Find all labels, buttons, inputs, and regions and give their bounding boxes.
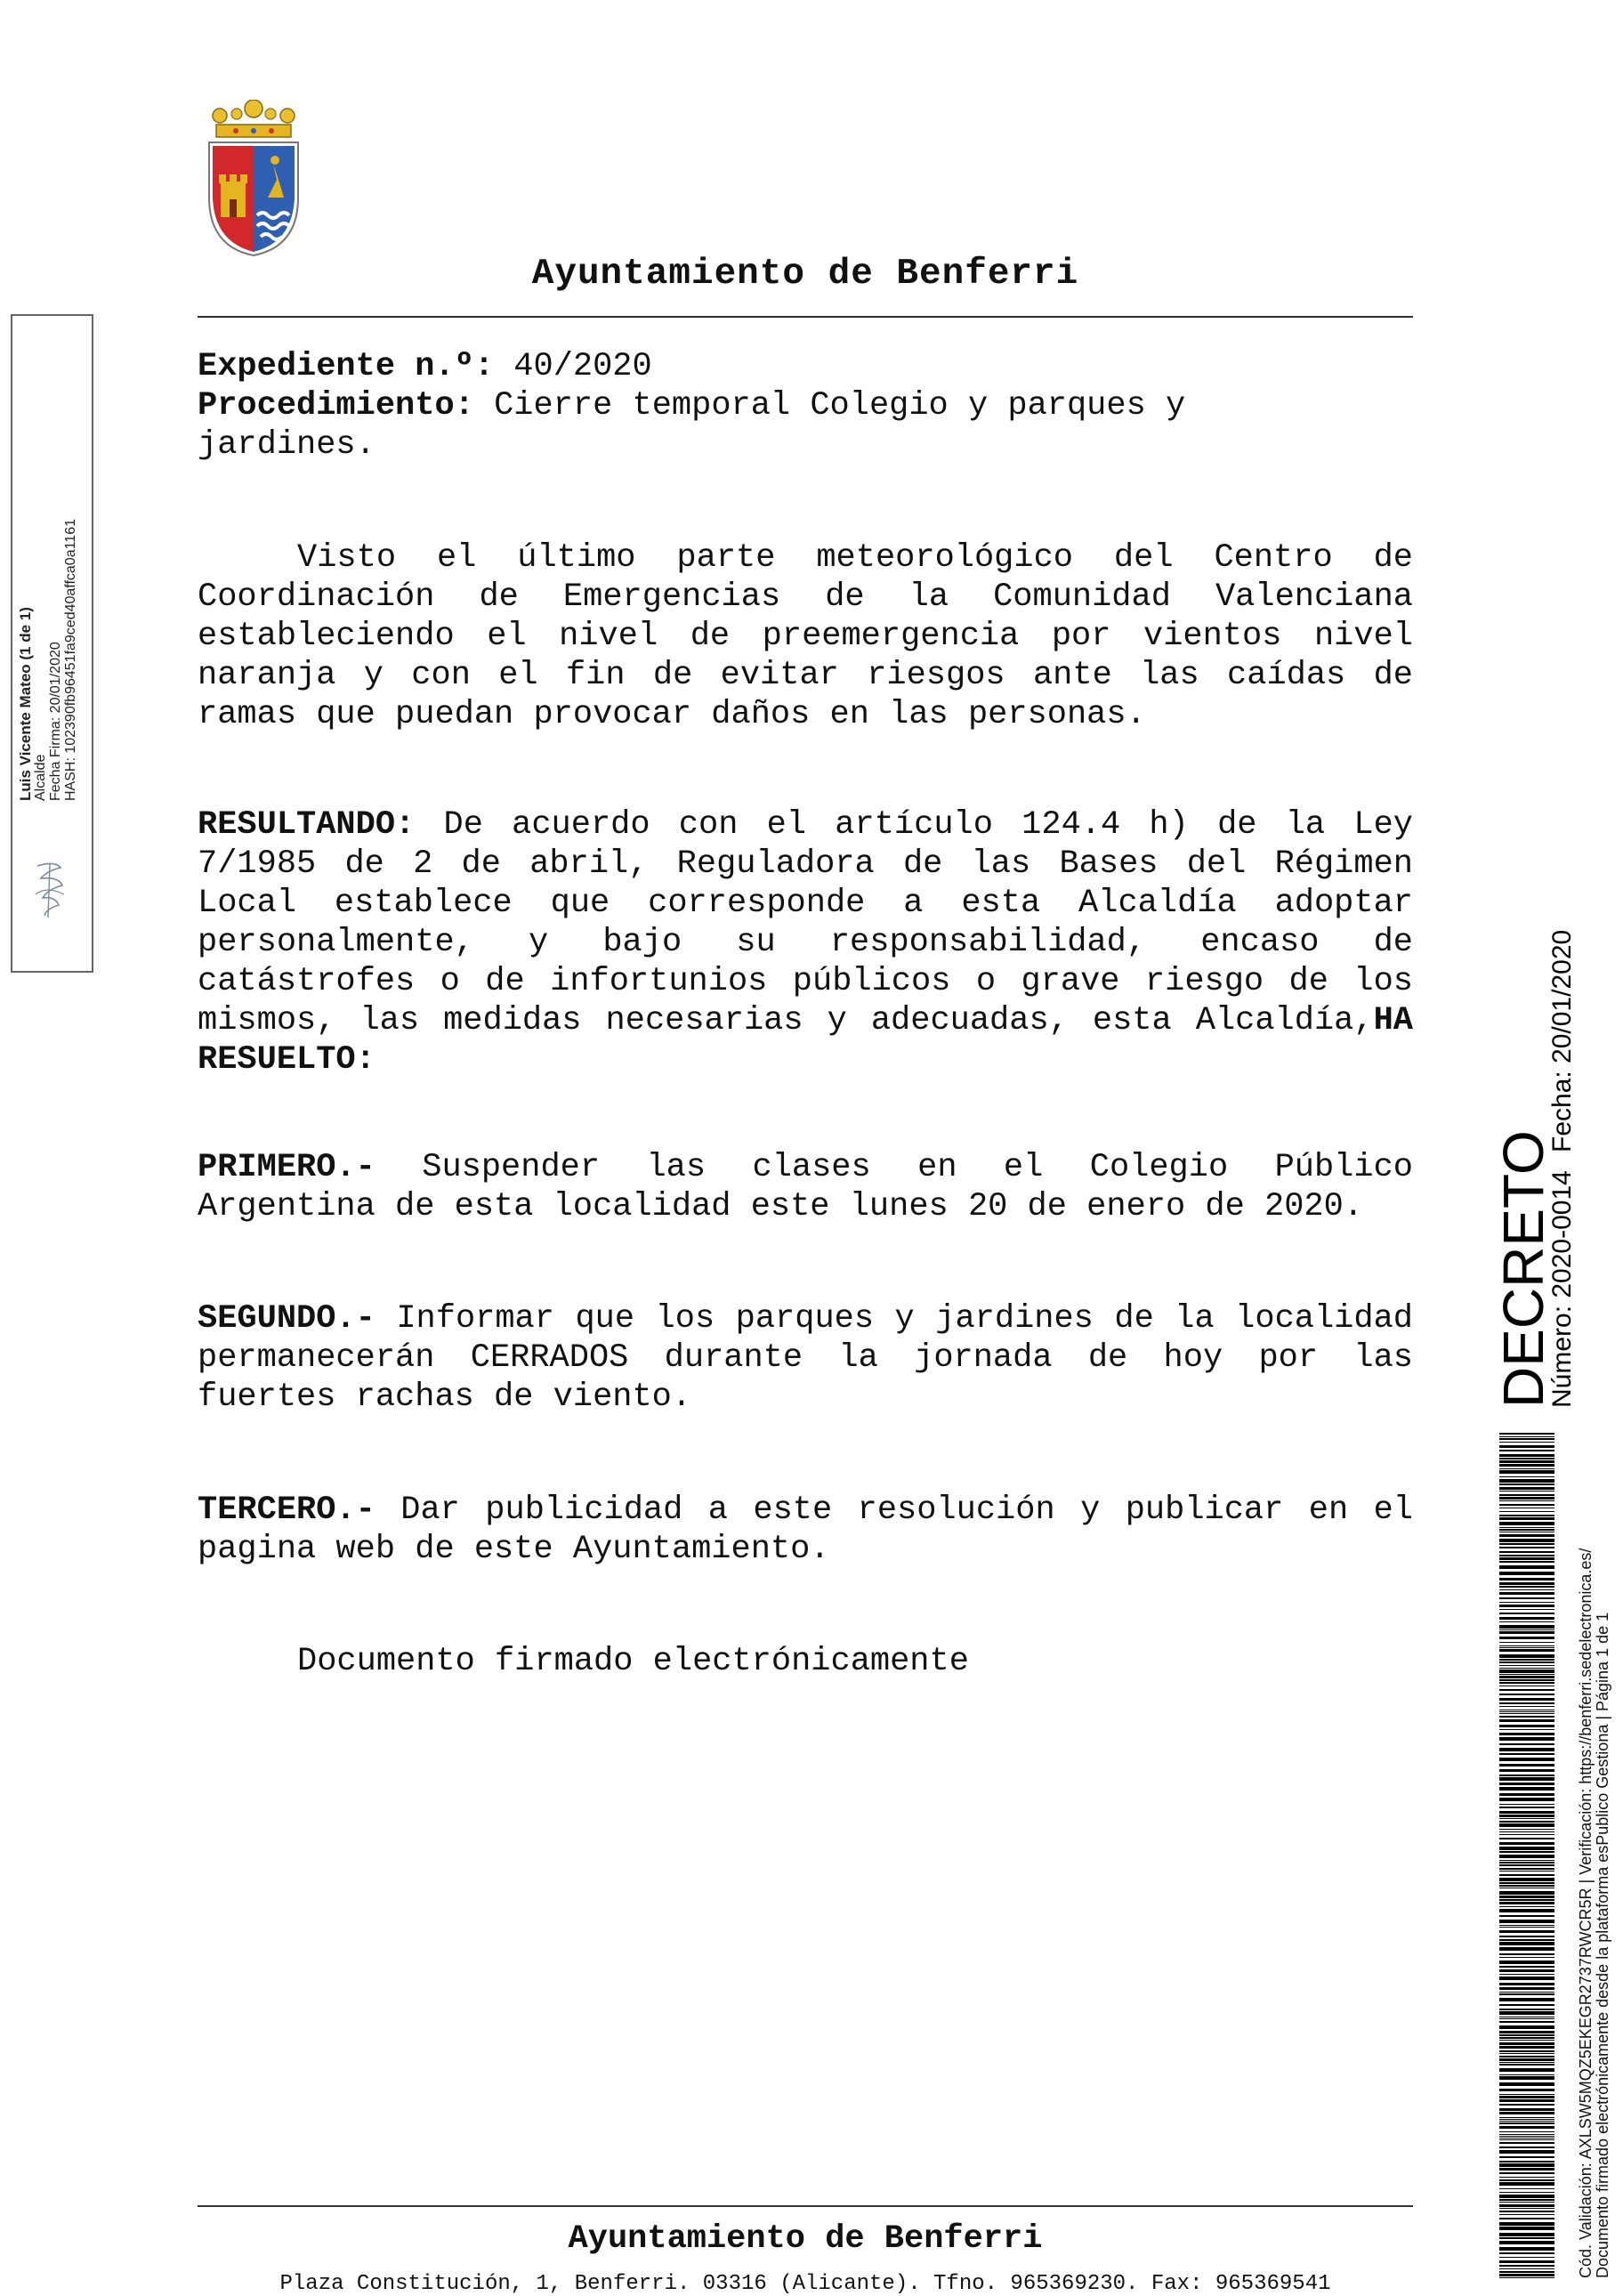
barcode-bar	[1499, 1711, 1554, 1712]
barcode-bar	[1499, 2096, 1554, 2098]
barcode-bar	[1499, 2237, 1554, 2239]
barcode-bar	[1499, 1661, 1554, 1663]
barcode-bar	[1499, 1647, 1554, 1648]
barcode-bar	[1499, 1974, 1554, 1975]
barcode-bar	[1499, 1555, 1554, 1556]
barcode-bar	[1499, 1748, 1554, 1751]
primero-text: Suspender las clases en el Colegio Público Argentina de esta localidad este lunes 20 de enero de 2020.	[198, 1149, 1413, 1225]
barcode-bar	[1499, 1582, 1554, 1585]
barcode-bar	[1499, 2068, 1554, 2072]
barcode-bar	[1499, 2031, 1554, 2033]
barcode-bar	[1499, 2195, 1554, 2198]
barcode-bar	[1499, 1868, 1554, 1870]
barcode-bar	[1499, 1729, 1554, 1730]
signature-hash: HASH: 102390fb96451fa9ced40affca0a1161	[63, 518, 78, 801]
signer-name: Luis Vicente Mateo (1 de 1)	[17, 607, 34, 801]
barcode-bar	[1499, 1621, 1554, 1622]
barcode-bar	[1499, 1665, 1554, 1666]
footer-title: Ayuntamiento de Benferri	[568, 2220, 1043, 2258]
barcode-bar	[1499, 2134, 1554, 2135]
barcode-bar	[1499, 1818, 1554, 1819]
barcode-bar	[1499, 2009, 1554, 2010]
barcode-bar	[1499, 1631, 1554, 1634]
barcode-bar	[1499, 1874, 1554, 1876]
barcode-bar	[1499, 1713, 1554, 1714]
barcode-bar	[1499, 1775, 1554, 1776]
barcode-bar	[1499, 1454, 1554, 1457]
barcode-bar	[1499, 2126, 1554, 2129]
barcode-bar	[1499, 2053, 1554, 2054]
barcode-bar	[1499, 1572, 1554, 1575]
barcode-bar	[1499, 1689, 1554, 1691]
barcode-bar	[1499, 2172, 1554, 2174]
barcode-bar	[1499, 1517, 1554, 1520]
barcode-bar	[1499, 1891, 1554, 1895]
barcode-bar	[1499, 2056, 1554, 2058]
barcode-bar	[1499, 2042, 1554, 2045]
barcode-bar	[1499, 1998, 1554, 2001]
barcode-bar	[1499, 2156, 1554, 2158]
barcode-bar	[1499, 1992, 1554, 1993]
barcode-bar	[1499, 1977, 1554, 1980]
barcode-bar	[1499, 1551, 1554, 1553]
barcode-bar	[1499, 2037, 1554, 2039]
barcode-bar	[1499, 1515, 1554, 1516]
barcode-bar	[1499, 1920, 1554, 1923]
barcode-bar	[1499, 1847, 1554, 1850]
barcode-bar	[1499, 1698, 1554, 1701]
barcode-bar	[1499, 1793, 1554, 1796]
barcode-bar	[1499, 2265, 1554, 2267]
barcode-bar	[1499, 2227, 1554, 2230]
barcode-bar	[1499, 1915, 1554, 1917]
barcode-bar	[1499, 2168, 1554, 2171]
barcode-bar	[1499, 2222, 1554, 2226]
barcode-bar	[1499, 1987, 1554, 1990]
barcode-bar	[1499, 1491, 1554, 1492]
barcode-bar	[1499, 1966, 1554, 1968]
barcode-bar	[1499, 2257, 1554, 2258]
barcode-bar	[1499, 2204, 1554, 2207]
barcode-bar	[1499, 1565, 1554, 1569]
barcode-bar	[1499, 2252, 1554, 2254]
barcode-bar	[1499, 1851, 1554, 1853]
barcode-bar	[1499, 2218, 1554, 2219]
barcode-bar	[1499, 1470, 1554, 1474]
barcode-bar	[1499, 1442, 1554, 1443]
barcode-bar	[1499, 1511, 1554, 1512]
barcode-bar	[1499, 1864, 1554, 1866]
barcode-bar	[1499, 1878, 1554, 1881]
barcode-bar	[1499, 2046, 1554, 2049]
barcode-bar	[1499, 1669, 1554, 1673]
barcode-bar	[1499, 1484, 1554, 1485]
decreto-label: DECRETO	[1491, 1130, 1555, 1408]
decreto-date: Fecha: 20/01/2020	[1547, 929, 1577, 1152]
barcode-bar	[1499, 1821, 1554, 1823]
barcode-bar	[1499, 1902, 1554, 1904]
header-divider	[198, 316, 1413, 318]
electronic-signature-note: Documento firmado electrónicamente	[297, 1643, 969, 1680]
barcode-bar	[1499, 2208, 1554, 2209]
platform-note: Documento firmado electrónicamente desde la plataforma esPublico Gestiona | Página 1 de 1	[1594, 1612, 1611, 2278]
barcode-bar	[1499, 2121, 1554, 2122]
barcode-bar	[1499, 2094, 1554, 2095]
barcode-bar	[1499, 1458, 1554, 1459]
barcode-bar	[1499, 1838, 1554, 1839]
barcode-bar	[1499, 2179, 1554, 2181]
barcode-bar	[1499, 1925, 1554, 1926]
barcode-bar	[1499, 2241, 1554, 2244]
barcode-bar	[1499, 1769, 1554, 1772]
barcode-bar	[1499, 1957, 1554, 1958]
barcode-bar	[1499, 1679, 1554, 1681]
barcode-bar	[1499, 1674, 1554, 1675]
barcode-bar	[1499, 1438, 1554, 1440]
barcode-bar	[1499, 1694, 1554, 1695]
barcode-bar	[1499, 1804, 1554, 1805]
barcode-bar	[1499, 2050, 1554, 2052]
crown-icon	[213, 100, 295, 137]
barcode-bar	[1499, 1543, 1554, 1545]
paragraph-primero	[198, 1148, 1413, 1226]
barcode-bar	[1499, 2260, 1554, 2263]
barcode-bar	[1499, 1939, 1554, 1941]
barcode-bar	[1499, 1676, 1554, 1678]
footer-divider	[198, 2205, 1413, 2207]
barcode-bar	[1499, 2214, 1554, 2215]
barcode-bar	[1499, 1500, 1554, 1501]
barcode-bar	[1499, 2062, 1554, 2063]
barcode-bar	[1499, 1450, 1554, 1451]
barcode-bar	[1499, 1764, 1554, 1766]
barcode-bar	[1499, 1668, 1554, 1669]
tercero-text: Dar publicidad a este resolución y publicar en el pagina web de este Ayuntamiento.	[198, 1492, 1413, 1568]
barcode-bar	[1499, 1468, 1554, 1469]
segundo-label: SEGUNDO.-	[198, 1300, 375, 1338]
paragraph-resultando	[198, 805, 1413, 1079]
barcode-bar	[1499, 1682, 1554, 1684]
barcode-bar	[1499, 1597, 1554, 1599]
primero-label: PRIMERO.-	[198, 1149, 375, 1186]
barcode-bar	[1499, 2142, 1554, 2144]
barcode-bar	[1499, 2058, 1554, 2061]
barcode-bar	[1499, 1737, 1554, 1741]
barcode-bar	[1499, 2018, 1554, 2019]
barcode-bar	[1499, 1860, 1554, 1861]
header-title: Ayuntamiento de Benferri	[531, 254, 1079, 295]
barcode-bar	[1499, 1906, 1554, 1907]
barcode-bar	[1499, 2163, 1554, 2167]
expediente-value: 40/2020	[494, 348, 652, 385]
barcode-bar	[1499, 1642, 1554, 1643]
barcode-bar	[1499, 2004, 1554, 2006]
signature-date: Fecha Firma: 20/01/2020	[48, 642, 63, 801]
barcode-bar	[1499, 1831, 1554, 1832]
barcode-bar	[1499, 1899, 1554, 1901]
barcode-bar	[1499, 1930, 1554, 1933]
barcode-bar	[1499, 1787, 1554, 1791]
barcode-bar	[1499, 1534, 1554, 1537]
barcode-bar	[1499, 1654, 1554, 1658]
barcode-bar	[1499, 1815, 1554, 1817]
barcode-bar	[1499, 2034, 1554, 2036]
barcode-bar	[1499, 1629, 1554, 1630]
signature-details	[18, 519, 78, 801]
barcode-bar	[1499, 1862, 1554, 1863]
barcode-bar	[1499, 1659, 1554, 1661]
barcode-bar	[1499, 2161, 1554, 2163]
barcode-bar	[1499, 1605, 1554, 1607]
barcode-bar	[1499, 1807, 1554, 1808]
barcode-bar	[1499, 2211, 1554, 2212]
procedimiento-value: Cierre temporal Colegio y parques y jardines.	[198, 387, 1186, 464]
barcode-bar	[1499, 1460, 1554, 1463]
barcode-bar	[1499, 1960, 1554, 1964]
barcode-bar	[1499, 1871, 1554, 1872]
barcode-bar	[1499, 1464, 1554, 1467]
barcode-bar	[1499, 1719, 1554, 1722]
barcode-bar	[1499, 1602, 1554, 1603]
resuelto-label: HA RESUELTO:	[198, 1002, 1413, 1079]
barcode-bar	[1499, 1909, 1554, 1912]
barcode-bar	[1499, 1953, 1554, 1955]
coat-of-arms-icon	[191, 100, 316, 260]
barcode-bar	[1499, 1645, 1554, 1646]
barcode-bar	[1499, 2122, 1554, 2124]
expediente-block	[198, 347, 1413, 465]
barcode-bar	[1499, 2011, 1554, 2015]
barcode-bar	[1499, 2082, 1554, 2086]
barcode-bar	[1499, 2150, 1554, 2154]
barcode-bar	[1499, 2202, 1554, 2203]
barcode-bar	[1499, 1725, 1554, 1727]
barcode-bar	[1499, 1522, 1554, 1525]
procedimiento-line: Procedimiento: Cierre temporal Colegio y parques y jardines.	[198, 387, 1186, 464]
expediente-label: Expediente n.º	[198, 348, 474, 385]
barcode-bar	[1499, 2192, 1554, 2193]
barcode-bar	[1499, 1617, 1554, 1620]
barcode-bar	[1499, 2025, 1554, 2029]
resultando-text: De acuerdo con el artículo 124.4 h) de la Ley 7/1985 de 2 de abril, Reguladora de las Bases del Régimen Local establece que corresponde a esta Alcaldía adoptar personalmente, y bajo su responsabilidad, encaso de catástrofes o de infortunios públicos o grave riesgo de los mismos, las medidas necesarias y adecuadas, esta Alcaldía,	[198, 806, 1413, 1039]
barcode-bar	[1499, 1487, 1554, 1490]
barcode-bar	[1499, 2271, 1554, 2273]
barcode-bar	[1499, 1637, 1554, 1639]
barcode-icon	[1499, 1433, 1554, 2278]
barcode-bar	[1499, 2188, 1554, 2189]
barcode-bar	[1499, 2112, 1554, 2114]
validation-code: Cód. Validación: AXLSW5MQZ5EKEGR2737RWCR5R | Verificación: https://benferri.sedelectronica.es/	[1577, 1548, 1595, 2278]
barcode-bar	[1499, 1783, 1554, 1785]
barcode-bar	[1499, 1547, 1554, 1548]
barcode-bar	[1499, 1476, 1554, 1477]
decreto-number: Número: 2020-0014	[1547, 1170, 1577, 1408]
barcode-bar	[1499, 1716, 1554, 1718]
barcode-bar	[1499, 2268, 1554, 2269]
barcode-bar	[1499, 1733, 1554, 1735]
barcode-bar	[1499, 2076, 1554, 2080]
barcode-bar	[1499, 1625, 1554, 1629]
barcode-bar	[1499, 1561, 1554, 1563]
barcode-bar	[1499, 1445, 1554, 1448]
expediente-line: Expediente n.º: 40/2020	[198, 348, 652, 385]
segundo-text: Informar que los parques y jardines de la localidad permanecerán CERRADOS durante la jornada de hoy por las fuertes rachas de viento.	[198, 1300, 1413, 1416]
barcode-bar	[1499, 1829, 1554, 1830]
barcode-bar	[1499, 1798, 1554, 1801]
tercero-label: TERCERO.-	[198, 1492, 375, 1529]
barcode-bar	[1499, 1586, 1554, 1588]
barcode-bar	[1499, 1842, 1554, 1845]
signature-scribble-icon	[28, 859, 73, 923]
barcode-bar	[1499, 1504, 1554, 1506]
barcode-bar	[1499, 2108, 1554, 2111]
barcode-bar	[1499, 2233, 1554, 2236]
barcode-bar	[1499, 1882, 1554, 1884]
barcode-bar	[1499, 1497, 1554, 1500]
barcode-bar	[1499, 1936, 1554, 1937]
barcode-bar	[1499, 1706, 1554, 1707]
barcode-bar	[1499, 1539, 1554, 1542]
barcode-bar	[1499, 1609, 1554, 1610]
barcode-bar	[1499, 1613, 1554, 1614]
barcode-bar	[1499, 2146, 1554, 2148]
paragraph-segundo	[198, 1299, 1413, 1417]
barcode-bar	[1499, 1942, 1554, 1945]
barcode-bar	[1499, 1702, 1554, 1704]
barcode-bar	[1499, 2089, 1554, 2091]
barcode-bar	[1499, 2247, 1554, 2251]
barcode-bar	[1499, 1823, 1554, 1827]
barcode-bar	[1499, 1743, 1554, 1745]
barcode-bar	[1499, 1993, 1554, 1995]
barcode-bar	[1499, 1649, 1554, 1652]
barcode-bar	[1499, 1479, 1554, 1483]
barcode-bar	[1499, 1589, 1554, 1590]
barcode-bar	[1499, 1592, 1554, 1595]
barcode-bar	[1499, 1557, 1554, 1560]
barcode-bar	[1499, 1433, 1554, 1435]
barcode-bar	[1499, 1578, 1554, 1581]
resultando-label: RESULTANDO:	[198, 806, 416, 844]
barcode-bar	[1499, 2021, 1554, 2023]
paragraph-visto: Visto el último parte meteorológico del Centro de Coordinación de Emergencias de la Comunidad Valenciana estableciendo el nivel de preemergencia por vientos nivel naranja y con el fin de evitar riesgos ante las caídas de ramas que puedan provocar daños en las personas.	[198, 539, 1413, 733]
barcode-bar	[1499, 1947, 1554, 1951]
barcode-bar	[1499, 1494, 1554, 1496]
barcode-bar	[1499, 2119, 1554, 2120]
barcode-bar	[1499, 1927, 1554, 1928]
barcode-bar	[1499, 2182, 1554, 2186]
barcode-bar	[1499, 2117, 1554, 2118]
barcode-bar	[1499, 2177, 1554, 2178]
barcode-bar	[1499, 2074, 1554, 2075]
barcode-bar	[1499, 1885, 1554, 1887]
paragraph-tercero	[198, 1491, 1413, 1569]
barcode-bar	[1499, 2040, 1554, 2041]
footer-address: Plaza Constitución, 1, Benferri. 03316 (Alicante). Tfno. 965369230. Fax: 965369541	[279, 2272, 1331, 2296]
barcode-bar	[1499, 2064, 1554, 2066]
barcode-bar	[1499, 1896, 1554, 1898]
barcode-bar	[1499, 1969, 1554, 1972]
barcode-bar	[1499, 1834, 1554, 1835]
barcode-bar	[1499, 2099, 1554, 2102]
barcode-bar	[1499, 1436, 1554, 1437]
barcode-bar	[1499, 2139, 1554, 2140]
procedimiento-label: Procedimiento	[198, 387, 455, 424]
barcode-bar	[1499, 2104, 1554, 2106]
barcode-bar	[1499, 1855, 1554, 1858]
barcode-bar	[1499, 2131, 1554, 2132]
barcode-bar	[1499, 1527, 1554, 1528]
signer-role: Alcalde	[33, 754, 48, 801]
barcode-bar	[1499, 1777, 1554, 1781]
barcode-bar	[1499, 2199, 1554, 2201]
barcode-bar	[1499, 2136, 1554, 2137]
barcode-bar	[1499, 1811, 1554, 1814]
barcode-bar	[1499, 1529, 1554, 1531]
barcode-bar	[1499, 2274, 1554, 2276]
barcode-bar	[1499, 1983, 1554, 1985]
barcode-bar	[1499, 1758, 1554, 1761]
barcode-bar	[1499, 1753, 1554, 1755]
